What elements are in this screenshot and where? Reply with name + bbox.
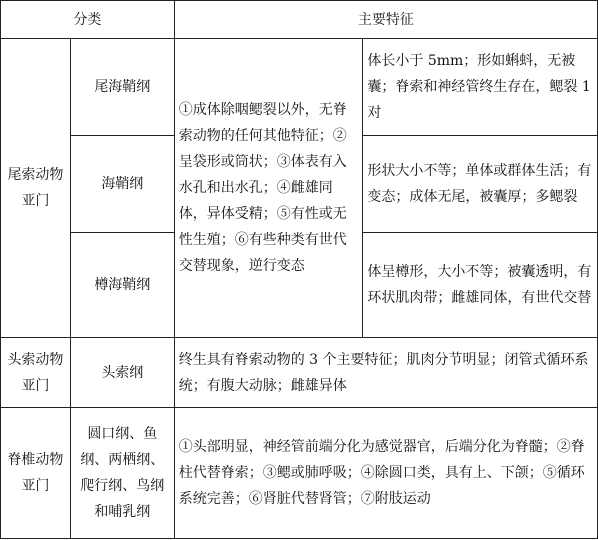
table-row <box>1 39 598 136</box>
cephalochordata-features: 终生具有脊索动物的 3 个主要特征；肌肉分节明显；闭管式循环系统；有腹大动脉；雌雄异体 <box>174 338 597 408</box>
class-cell: 海鞘纲 <box>70 136 174 233</box>
subphylum-vertebrata: 脊椎动物亚门 <box>1 408 71 539</box>
subphylum-urochordata: 尾索动物亚门 <box>1 39 71 338</box>
header-features: 主要特征 <box>174 1 597 39</box>
class-features-cell: 体呈樽形，大小不等；被囊透明，有环状肌肉带；雌雄同体，有世代交替 <box>363 233 598 338</box>
class-cell: 圆口纲、鱼纲、两栖纲、爬行纲、鸟纲和哺乳纲 <box>70 408 174 539</box>
class-features-cell: 形状大小不等；单体或群体生活；有变态；成体无尾，被囊厚；多鳃裂 <box>363 136 598 233</box>
class-features-cell: 体长小于 5mm；形如蝌蚪，无被囊；脊索和神经管终生存在，鳃裂 1 对 <box>363 39 598 136</box>
urochordata-common-features: ①成体除咽鳃裂以外，无脊索动物的任何其他特征；②呈袋形或筒状；③体表有入水孔和出水孔；④雌雄同体，异体受精；⑤有性或无性生殖；⑥有些种类有世代交替现象，逆行变态 <box>174 39 363 338</box>
table-row <box>1 338 598 408</box>
class-cell: 头索纲 <box>70 338 174 408</box>
vertebrata-features: ①头部明显，神经管前端分化为感觉器官，后端分化为脊髓；②脊柱代替脊索；③鳃或肺呼吸；④除圆口类，具有上、下颌；⑤循环系统完善；⑥肾脏代替肾管；⑦附肢运动 <box>174 408 597 539</box>
subphylum-cephalochordata: 头索动物亚门 <box>1 338 71 408</box>
class-cell: 尾海鞘纲 <box>70 39 174 136</box>
header-category: 分类 <box>1 1 175 39</box>
class-cell: 樽海鞘纲 <box>70 233 174 338</box>
header-row <box>1 1 598 39</box>
table-row <box>1 408 598 539</box>
